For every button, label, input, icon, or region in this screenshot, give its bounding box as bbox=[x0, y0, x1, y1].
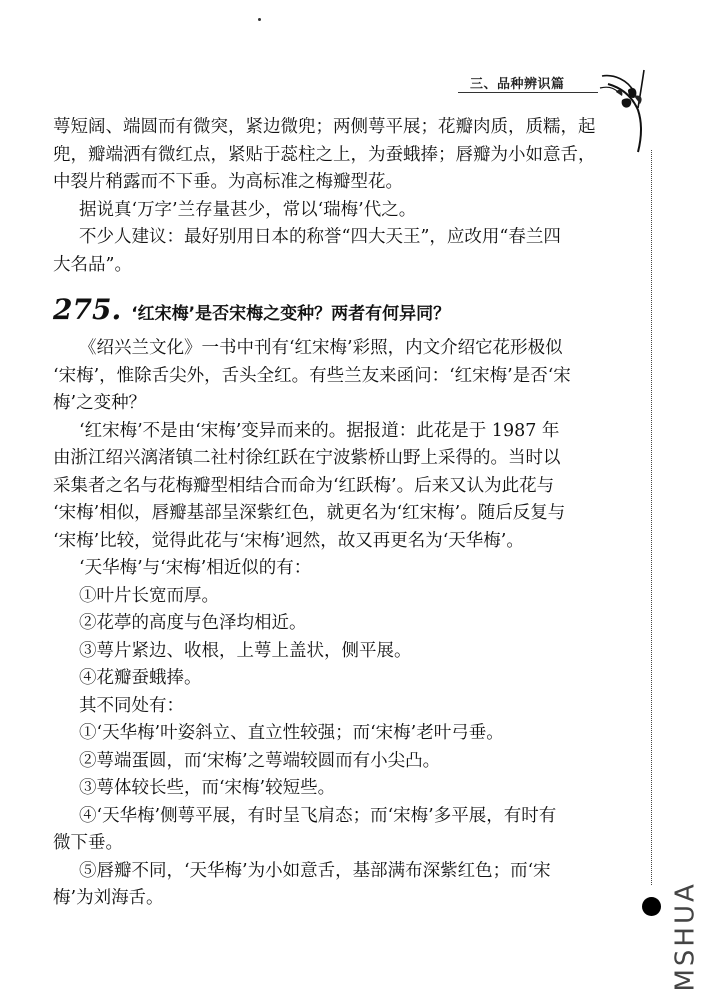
page-bullet-dot bbox=[642, 897, 661, 916]
text-line: 梅’为刘海舌。 bbox=[53, 888, 164, 908]
text-line: ③萼片紧边、收根，上萼上盖状，侧平展。 bbox=[79, 640, 412, 661]
question-heading bbox=[53, 293, 608, 329]
text-line: 《绍兴兰文化》一书中刊有‘红宋梅’彩照，内文介绍它花形极似 bbox=[79, 338, 563, 358]
margin-dotted-line bbox=[651, 150, 652, 885]
scan-speck bbox=[258, 18, 261, 21]
text-line: 中裂片稍露而不下垂。为高标准之梅瓣型花。 bbox=[53, 172, 403, 192]
text-line: 采集者之名与花梅瓣型相结合而命为‘红跃梅’。后来又认为此花与 bbox=[53, 475, 555, 496]
text-line: ⑤唇瓣不同，‘天华梅’为小如意舌，基部满布深紫红色；而‘宋 bbox=[79, 860, 551, 881]
text-line: ①‘天华梅’叶姿斜立、直立性较强；而‘宋梅’老叶弓垂。 bbox=[79, 723, 504, 743]
top-paragraphs bbox=[53, 114, 608, 279]
text-line: 萼短阔、端圆而有微突，紧边微兜；两侧萼平展；花瓣肉质，质糯，起 bbox=[53, 117, 596, 137]
watermark: MSHUA bbox=[670, 881, 701, 992]
text-line: ④花瓣蚕蛾捧。 bbox=[79, 668, 202, 688]
running-header: 三、品种辨识篇 bbox=[470, 77, 565, 92]
text-line: 不少人建议：最好别用日本的称誉“四大天王”，应改用“春兰四 bbox=[79, 227, 561, 247]
text-line: 兜，瓣端洒有微红点，紧贴于蕊柱之上，为蚕蛾捧；唇瓣为小如意舌， bbox=[53, 144, 596, 165]
text-line: 由浙江绍兴漓渚镇二社村徐红跃在宁波紫桥山野上采得的。当时以 bbox=[53, 448, 561, 468]
text-line: 据说真‘万字’兰存量甚少，常以‘瑞梅’代之。 bbox=[79, 199, 417, 220]
body-paragraphs bbox=[53, 335, 608, 913]
text-line: ‘宋梅’相似，唇瓣基部呈深紫红色，就更名为‘红宋梅’。随后反复与 bbox=[53, 503, 566, 523]
text-line: ②萼端蛋圆，而‘宋梅’之萼端较圆而有小尖凸。 bbox=[79, 750, 441, 771]
text-line: ‘宋梅’比较，觉得此花与‘宋梅’迥然，故又再更名为‘天华梅’。 bbox=[53, 530, 524, 551]
text-line: ①叶片长宽而厚。 bbox=[79, 585, 219, 606]
text-line: 大名品”。 bbox=[53, 254, 132, 275]
text-line: ‘红宋梅’不是由‘宋梅’变异而来的。据报道：此花是于 1987 年 bbox=[79, 420, 560, 441]
text-line: 其不同处有： bbox=[79, 695, 184, 716]
question-number: 275. bbox=[53, 293, 122, 326]
header-rule bbox=[458, 92, 598, 93]
text-line: ‘天华梅’与‘宋梅’相近似的有： bbox=[79, 558, 312, 578]
text-line: ④‘天华梅’侧萼平展，有时呈飞肩态；而‘宋梅’多平展，有时有 bbox=[79, 805, 557, 826]
text-line: 微下垂。 bbox=[53, 833, 123, 853]
text-line: 梅’之变种？ bbox=[53, 393, 147, 413]
text-line: ②花葶的高度与色泽均相近。 bbox=[79, 613, 307, 633]
page-body bbox=[53, 114, 608, 913]
question-title: ‘红宋梅’是否宋梅之变种？两者有何异同？ bbox=[131, 304, 451, 324]
text-line: ③萼体较长些，而‘宋梅’较短些。 bbox=[79, 778, 336, 798]
text-line: ‘宋梅’，惟除舌尖外，舌头全红。有些兰友来函问：‘红宋梅’是否‘宋 bbox=[53, 365, 571, 386]
